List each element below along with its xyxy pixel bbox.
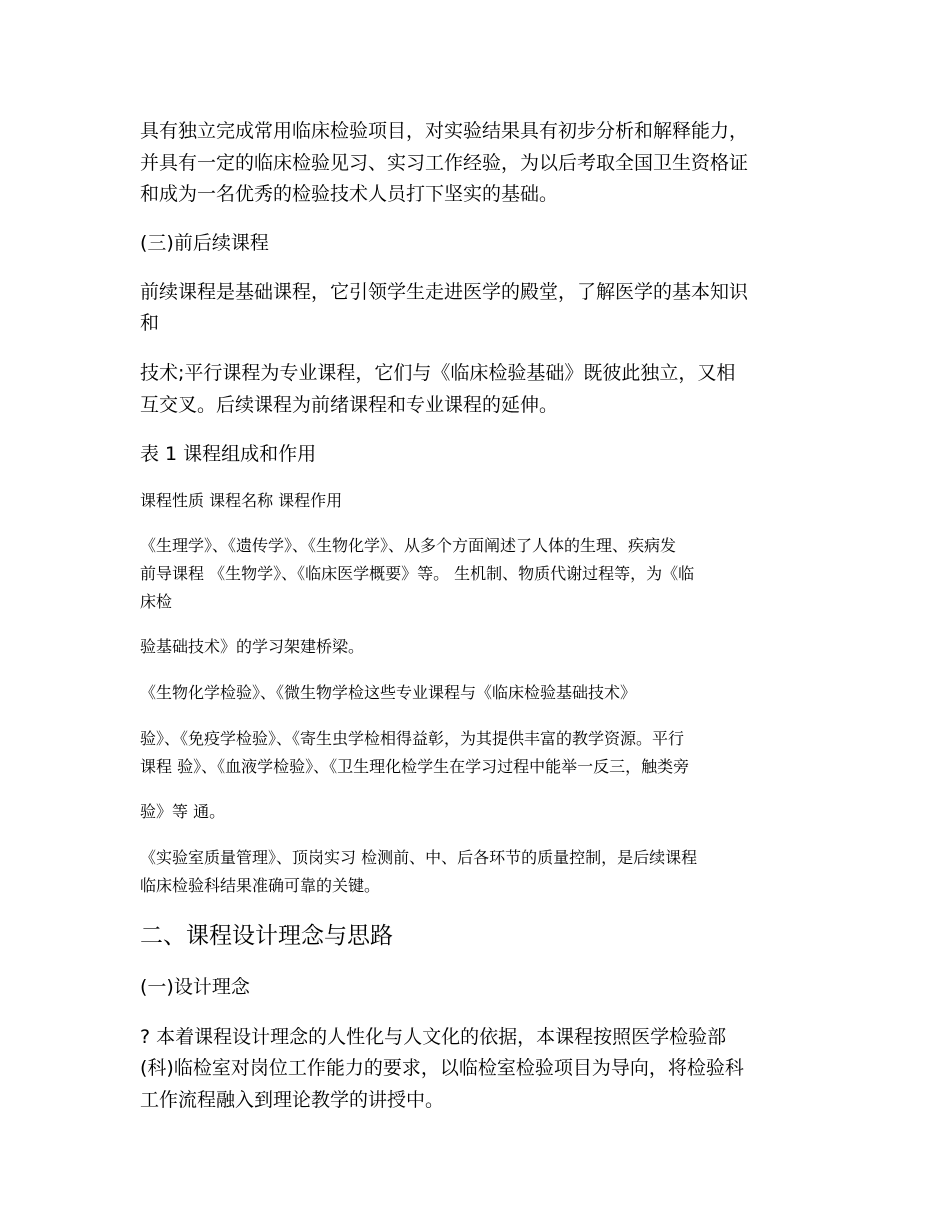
table-text-line: 课程 验》、《血液学检验》、《卫生理化检学生在学习过程中能举一反三，触类旁 [140, 757, 690, 776]
table-caption: 表 1 课程组成和作用 [140, 443, 317, 465]
table-text-line: 验基础技术》的学习架建桥梁。 [140, 637, 365, 656]
section-subheading: (三)前后续课程 [140, 232, 269, 254]
body-paragraph-line: ? 本着课程设计理念的人性化与人文化的依据，本课程按照医学检验部 [140, 1026, 727, 1048]
table-text-line: 验》、《免疫学检验》、《寄生虫学检相得益彰，为其提供丰富的教学资源。平行 [140, 729, 685, 748]
body-paragraph-line: 前续课程是基础课程，它引领学生走进医学的殿堂，了解医学的基本知识 [140, 281, 749, 303]
table-header-row: 课程性质 课程名称 课程作用 [140, 491, 343, 510]
body-paragraph-line: 工作流程融入到理论教学的讲授中。 [140, 1089, 445, 1111]
table-text-line: 验》等 通。 [140, 802, 226, 821]
table-text-line: 临床检验科结果准确可靠的关键。 [140, 876, 381, 895]
table-text-line: 《生理学》、《遗传学》、《生物化学》、从多个方面阐述了人体的生理、疾病发 [140, 536, 677, 555]
body-paragraph-line: 并具有一定的临床检验见习、实习工作经验，为以后考取全国卫生资格证 [140, 152, 749, 174]
body-paragraph-line: 技术;平行课程为专业课程，它们与《临床检验基础》既彼此独立，又相 [140, 362, 736, 384]
table-text-line: 《生物化学检验》、《微生物学检这些专业课程与《临床检验基础技术》 [140, 683, 637, 702]
table-text-line: 《实验室质量管理》、顶岗实习 检测前、中、后各环节的质量控制，是后续课程 [140, 848, 698, 867]
body-paragraph-line: 互交叉。后续课程为前绪课程和专业课程的延伸。 [140, 394, 559, 416]
body-paragraph-line: 和 [140, 312, 160, 334]
section-heading: 二、课程设计理念与思路 [140, 923, 393, 949]
body-paragraph-line: 和成为一名优秀的检验技术人员打下坚实的基础。 [140, 183, 559, 205]
body-paragraph-line: (科)临检室对岗位工作能力的要求，以临检室检验项目为导向，将检验科 [140, 1057, 744, 1079]
section-subheading: (一)设计理念 [140, 976, 250, 998]
table-text-line: 前导课程 《生物学》、《临床医学概要》等。 生机制、物质代谢过程等，为《临 [140, 564, 695, 583]
table-text-line: 床检 [140, 592, 173, 611]
body-paragraph-line: 具有独立完成常用临床检验项目，对实验结果具有初步分析和解释能力， [140, 120, 749, 142]
